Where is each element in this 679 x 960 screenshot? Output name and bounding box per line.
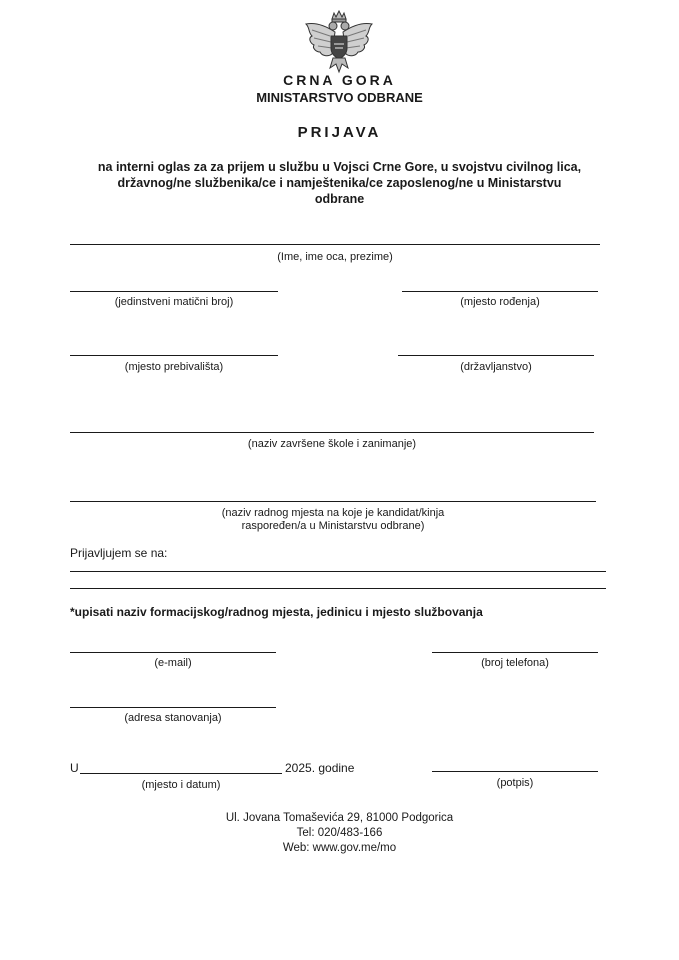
jmbg-caption: (jedinstveni matični broj)	[114, 296, 234, 308]
footer-web-link[interactable]: www.gov.me/mo	[312, 842, 397, 854]
phone-caption: (broj telefona)	[481, 657, 549, 669]
address-field[interactable]	[70, 707, 276, 708]
year-label: 2025. godine	[285, 761, 355, 775]
footer-address: Ul. Jovana Tomaševića 29, 81000 Podgorica	[225, 812, 454, 824]
school-field[interactable]	[70, 432, 594, 433]
signature-caption: (potpis)	[496, 777, 534, 789]
full-name-field[interactable]	[70, 244, 600, 245]
apply-label: Prijavljujem se na:	[70, 546, 168, 560]
school-caption: (naziv završene škole i zanimanje)	[247, 438, 417, 450]
apply-field-line-2[interactable]	[70, 588, 606, 589]
job-position-caption-1: (naziv radnog mjesta na koje je kandidat/kinja	[221, 507, 445, 519]
residence-caption: (mjesto prebivališta)	[124, 361, 224, 373]
ministry-name: MINISTARSTVO ODBRANE	[256, 90, 423, 105]
email-caption: (e-mail)	[154, 657, 192, 669]
citizenship-caption: (državljanstvo)	[460, 361, 532, 373]
place-prefix: U	[70, 761, 79, 775]
subtitle-line-1: na interni oglas za za prijem u službu u Vojsci Crne Gore, u svojstvu civilnog lica,	[97, 160, 582, 174]
birthplace-field[interactable]	[402, 291, 598, 292]
job-position-field[interactable]	[70, 501, 596, 502]
job-position-caption-2: raspoređen/a u Ministarstvu odbrane)	[241, 520, 425, 532]
position-note: *upisati naziv formacijskog/radnog mjesta, jedinicu i mjesto službovanja	[70, 605, 483, 619]
footer-web-label: Web:	[282, 842, 310, 854]
address-caption: (adresa stanovanja)	[124, 712, 222, 724]
citizenship-field[interactable]	[398, 355, 594, 356]
subtitle-line-2: državnog/ne službenika/ce i namještenika/ce zaposlenog/ne u Ministarstvu	[117, 176, 562, 190]
phone-field[interactable]	[432, 652, 598, 653]
coat-of-arms-icon	[302, 10, 376, 74]
birthplace-caption: (mjesto rođenja)	[460, 296, 540, 308]
place-date-caption: (mjesto i datum)	[141, 779, 221, 791]
footer-phone: Tel: 020/483-166	[296, 827, 383, 839]
subtitle-line-3: odbrane	[314, 192, 365, 206]
footer-web	[0, 842, 679, 854]
apply-field-line-1[interactable]	[70, 571, 606, 572]
full-name-caption: (Ime, ime oca, prezime)	[277, 251, 393, 263]
signature-field[interactable]	[432, 771, 598, 772]
email-field[interactable]	[70, 652, 276, 653]
page-title: PRIJAVA	[297, 124, 382, 141]
country-name: CRNA GORA	[283, 72, 396, 88]
place-date-field[interactable]	[80, 773, 282, 774]
residence-field[interactable]	[70, 355, 278, 356]
jmbg-field[interactable]	[70, 291, 278, 292]
